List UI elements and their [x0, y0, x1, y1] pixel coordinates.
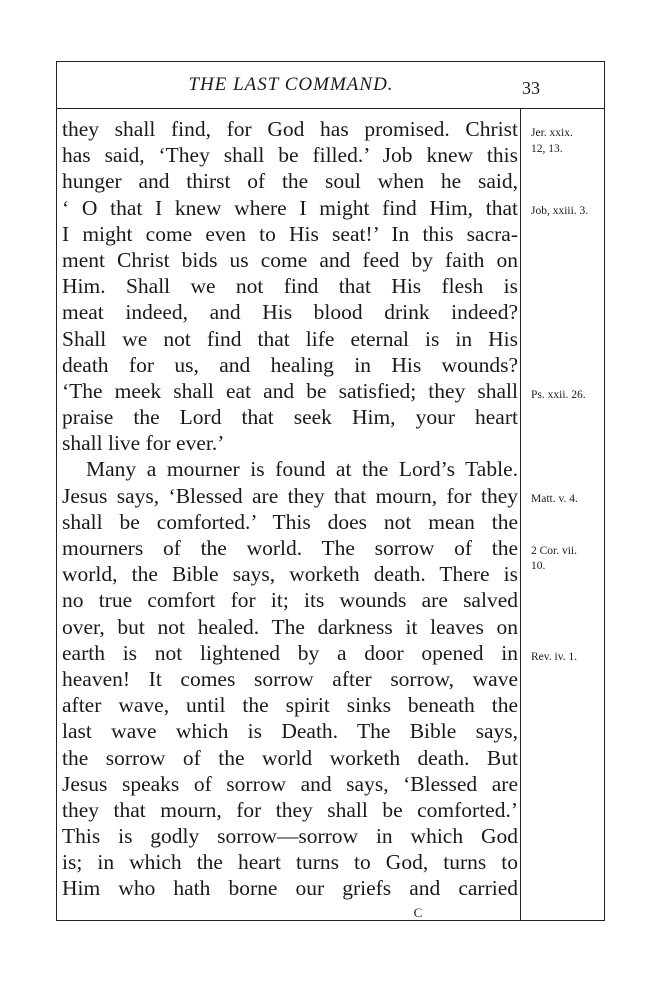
text-line: Jesus says, ‘Blessed are they that mourn, for they	[62, 483, 518, 508]
text-line: heaven! It comes sorrow after sorrow, wave	[62, 666, 518, 691]
text-line: shall live for ever.’	[62, 431, 225, 456]
text-line: has said, ‘They shall be filled.’ Job knew this	[62, 143, 518, 168]
margin-note: Jer. xxix.	[531, 127, 573, 139]
header-rule	[56, 108, 605, 109]
margin-note: Matt. v. 4.	[531, 493, 578, 505]
text-line: mourners of the world. The sorrow of the	[62, 536, 518, 560]
text-line: earth is not lightened by a door opened in	[62, 640, 518, 665]
signature-mark: C	[413, 905, 423, 920]
text-line: no true comfort for it; its wounds are salved	[62, 588, 518, 613]
frame-left-rule	[56, 61, 57, 921]
margin-note: Rev. iv. 1.	[531, 651, 578, 663]
frame-right-rule	[604, 61, 605, 921]
text-line: over, but not healed. The darkness it leaves on	[62, 614, 518, 639]
text-line: praise the Lord that seek Him, your heart	[62, 405, 518, 430]
text-line: hunger and thirst of the soul when he said,	[62, 169, 518, 194]
body-text	[62, 116, 518, 902]
running-title: THE LAST COMMAND.	[188, 74, 394, 95]
text-line: shall be comforted.’ This does not mean the	[62, 509, 518, 534]
text-line: they shall find, for God has promised. Christ	[62, 117, 518, 141]
text-line: ment Christ bids us come and feed by faith on	[62, 247, 518, 272]
text-line: I might come even to His seat!’ In this sacra-	[62, 221, 518, 246]
text-line: This is godly sorrow—sorrow in which God	[62, 824, 518, 849]
paragraph-first-line: Many a mourner is found at the Lord’s Table.	[86, 457, 518, 482]
text-line: is; in which the heart turns to God, turns to	[62, 850, 518, 875]
margin-note: Ps. xxii. 26.	[531, 389, 586, 401]
text-line: Him. Shall we not find that His flesh is	[62, 274, 518, 299]
text-line: last wave which is Death. The Bible says,	[62, 719, 518, 744]
frame-bottom-rule	[56, 920, 605, 921]
text-line: meat indeed, and His blood drink indeed?	[62, 300, 518, 325]
text-line: ‘ O that I knew where I might find Him, that	[62, 195, 518, 220]
text-line: they that mourn, for they shall be comforted.’	[62, 797, 518, 822]
text-line: after wave, until the spirit sinks beneath the	[62, 693, 518, 718]
text-line: Jesus speaks of sorrow and says, ‘Blessed are	[62, 771, 518, 796]
text-line: Shall we not find that life eternal is in His	[62, 326, 518, 351]
text-line: world, the Bible says, worketh death. There is	[62, 562, 518, 587]
text-line: the sorrow of the world worketh death. But	[62, 745, 518, 770]
margin-note: 2 Cor. vii.	[531, 545, 578, 557]
margin-note: Job, xxiii. 3.	[531, 205, 589, 217]
margin-note: 12, 13.	[531, 143, 563, 155]
margin-note: 10.	[531, 560, 546, 572]
frame-top-rule	[56, 61, 605, 62]
text-line: death for us, and healing in His wounds?	[62, 352, 518, 377]
page-number: 33	[522, 78, 540, 98]
text-line: ‘The meek shall eat and be satisfied; they shall	[62, 378, 518, 403]
margin-column-rule	[520, 108, 521, 920]
text-line: Him who hath borne our griefs and carried	[62, 876, 518, 901]
